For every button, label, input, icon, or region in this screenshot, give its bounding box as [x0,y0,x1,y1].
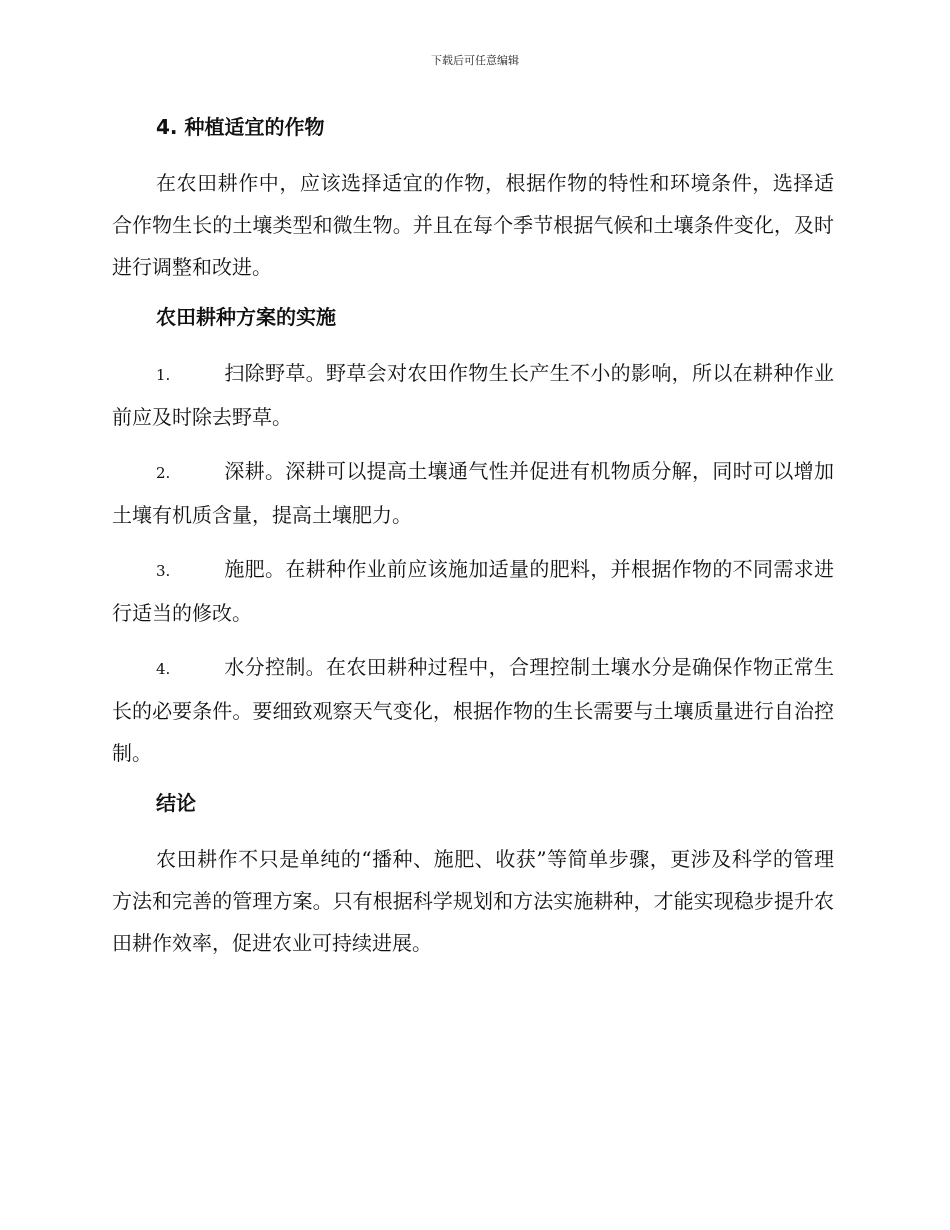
page-header: 下载后可任意编辑 [431,54,519,67]
list-item [112,450,834,536]
list-item [112,548,834,634]
paragraph-crops: 在农田耕作中，应该选择适宜的作物，根据作物的特性和环境条件，选择适合作物生长的土壤类型和微生物。并且在每个季节根据气候和土壤条件变化，及时进行调整和改进。 [112,171,834,279]
document-body [112,110,834,976]
section-heading-crops: 4. 种植适宜的作物 [156,115,325,139]
paragraph-conclusion: 农田耕作不只是单纯的“播种、施肥、收获”等简单步骤，更涉及科学的管理方法和完善的管理方案。只有根据科学规划和方法实施耕种，才能实现稳步提升农田耕作效率，促进农业可持续进展。 [112,847,834,955]
list-item-number: 2. [156,464,171,482]
list-item-text: 扫除野草。野草会对农田作物生长产生不小的影响，所以在耕种作业前应及时除去野草。 [112,361,834,429]
list-item-number: 3. [156,562,171,580]
list-item-number: 1. [156,366,171,384]
section-heading-implementation: 农田耕种方案的实施 [156,305,336,329]
list-item-text: 施肥。在耕种作业前应该施加适量的肥料，并根据作物的不同需求进行适当的修改。 [112,557,834,625]
list-item-number: 4. [156,660,171,678]
list-item [112,352,834,438]
list-item [112,646,834,774]
section-heading-conclusion: 结论 [156,791,196,815]
list-item-text: 深耕。深耕可以提高土壤通气性并促进有机物质分解，同时可以增加土壤有机质含量，提高土壤肥力。 [112,459,834,527]
list-item-text: 水分控制。在农田耕种过程中，合理控制土壤水分是确保作物正常生长的必要条件。要细致观察天气变化，根据作物的生长需要与土壤质量进行自治控制。 [112,655,834,765]
